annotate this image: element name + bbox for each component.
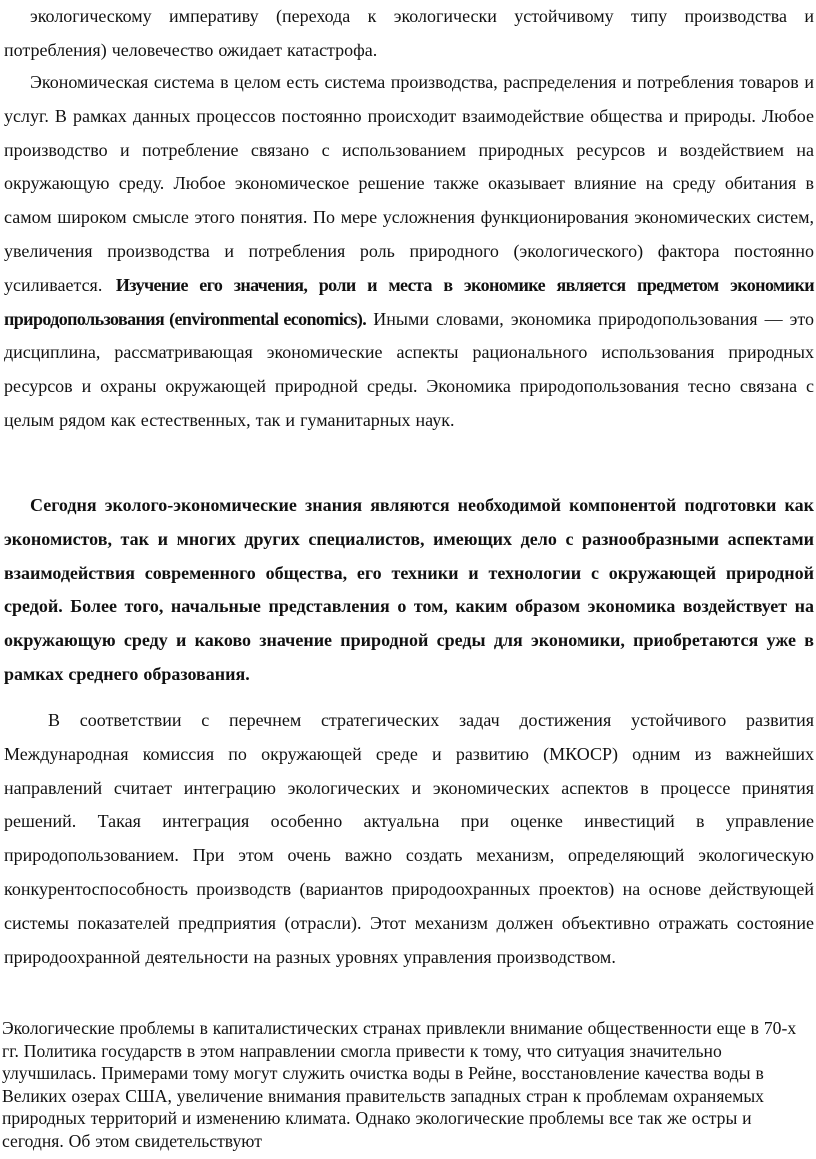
paragraph-strategic-tasks-text: В соответствии с перечнем стратегических задач достижения устойчивого развития Международная комиссия по окружающей среде и развитию (МКОСР) одним из важнейших направлений считает интеграцию экологических и экономических аспектов в процессе принятия решений. Такая интеграция особенно актуальна при оценке инвестиций в управление природопользованием. При этом очень важно создать механизм, определяющий экологическую конкурентоспособность производств (вариантов природоохранных проектов) на основе действующей системы показателей предприятия (отрасли). Этот механизм должен объективно отражать состояние природоохранной деятельности на разных уровнях управления производством.: [4, 710, 814, 967]
paragraph-eco-knowledge-text: Сегодня эколого-экономические знания являются необходимой компонентой подготовки как экономистов, так и многих других специалистов, имеющих дело с разнообразными аспектами взаимодействия современного общества, его техники и технологии с окружающей природной средой. Более того, начальные представления о том, каким образом экономика воздействует на окружающую среду и каково значение природной среды для экономики, приобретаются уже в рамках среднего образования.: [4, 495, 814, 684]
paragraph-economic-system: [4, 66, 814, 438]
paragraph-intro: [4, 0, 814, 68]
paragraph-intro-text: экологическому императиву (перехода к экологически устойчивому типу производства и потребления) человечество ожидает катастрофа.: [4, 6, 814, 60]
paragraph-capitalist-countries-text: Экологические проблемы в капиталистических странах привлекли внимание общественности еще в 70-х гг. Политика государств в этом направлении смогла привести к тому, что ситуация значительно улучшилась. Примерами тому могут служить очистка воды в Рейне, восстановление качества воды в Великих озерах США, увеличение внимания правительств западных стран к проблемам охраняемых природных территорий и изменению климата. Однако экологические проблемы все так же остры и сегодня. Об этом свидетельствуют: [2, 1018, 797, 1151]
paragraph-economic-system-text-a: Экономическая система в целом есть система производства, распределения и потребления товаров и услуг. В рамках данных процессов постоянно происходит взаимодействие общества и природы. Любое производство и потребление связано с использованием природных ресурсов и воздействием на окружающую среду. Любое экономическое решение также оказывает влияние на среду обитания в самом широком смысле этого понятия. По мере усложнения функционирования экономических систем, увеличения производства и потребления роль природного (экологического) фактора постоянно усиливается.: [4, 72, 814, 295]
paragraph-economic-system-text-b: Иными словами, экономика природопользования — это дисциплина, рассматривающая экономические аспекты рационального использования природных ресурсов и охраны окружающей природной среды. Экономика природопользования тесно связана с целым рядом как естественных, так и гуманитарных наук.: [4, 308, 814, 430]
paragraph-strategic-tasks: [4, 704, 814, 974]
paragraph-eco-knowledge: [4, 489, 814, 692]
paragraph-capitalist-countries: [2, 1017, 812, 1153]
paragraph-economic-system-bold: Изучение его значения, роли и места в экономике является предметом экономики природопользования (environmental economics).: [4, 274, 814, 329]
